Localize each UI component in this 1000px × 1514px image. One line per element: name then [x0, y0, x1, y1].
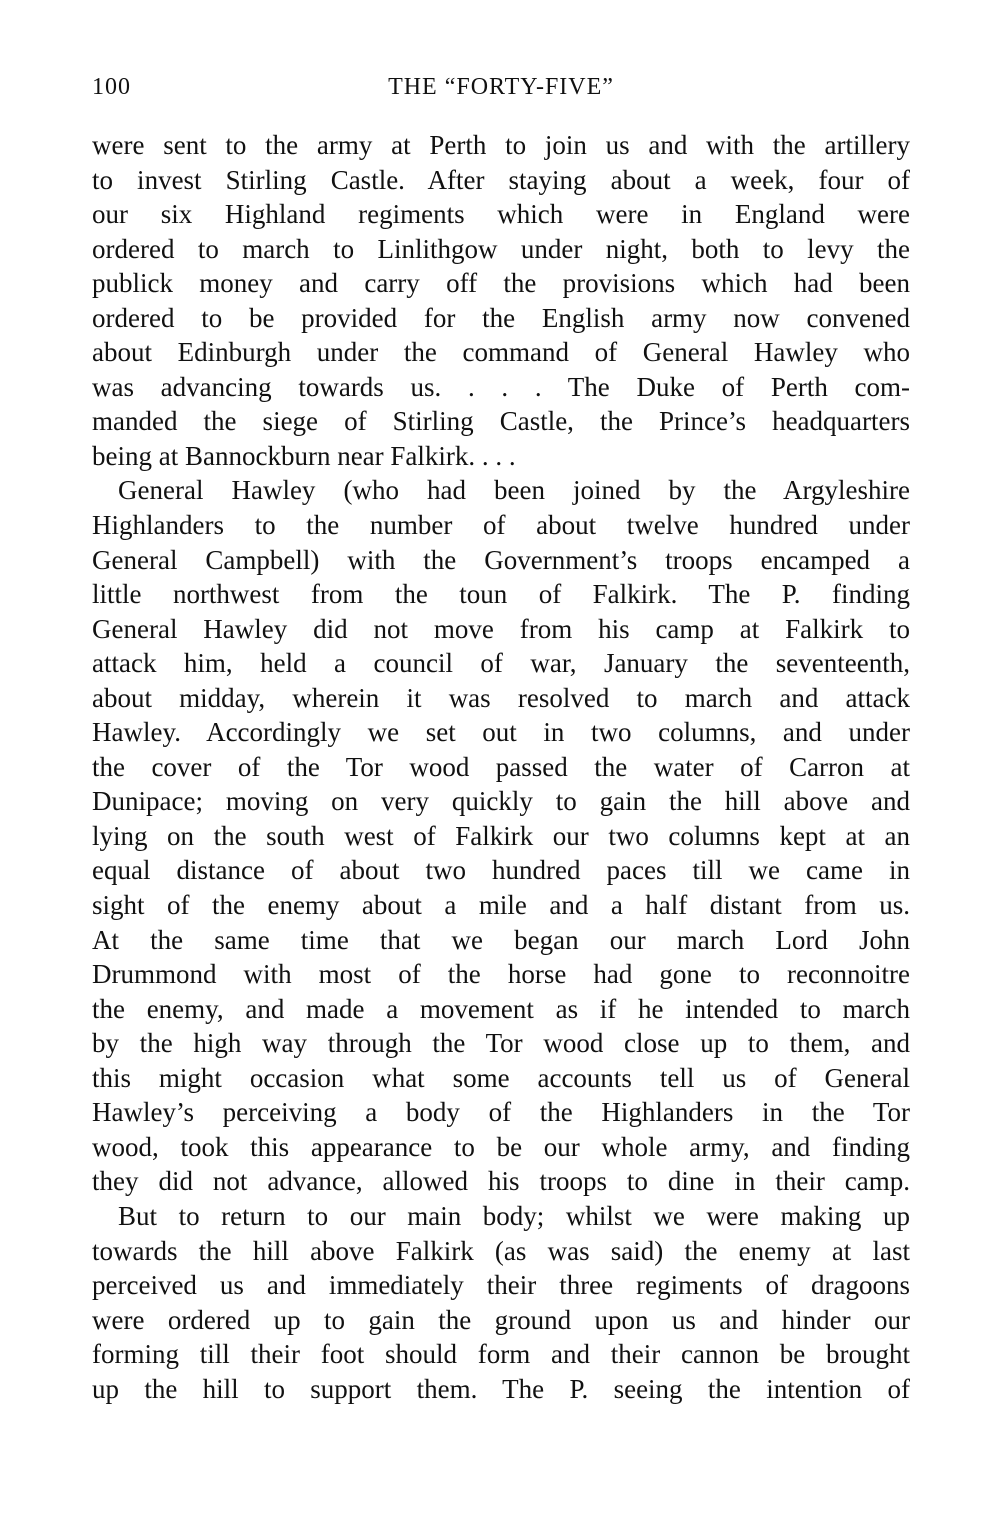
text-line: they did not advance, allowed his troops to dine in their camp. — [92, 1166, 910, 1197]
text-line: little northwest from the toun of Falkirk. The P. finding — [92, 579, 910, 610]
running-title: THE “FORTY-FIVE” — [388, 74, 614, 100]
text-line: was advancing towards us. . . . The Duke of Perth com- — [92, 371, 910, 402]
text-line: being at Bannockburn near Falkirk. . . . — [92, 440, 516, 471]
text-line: Hawley’s perceiving a body of the Highlanders in the Tor — [92, 1097, 910, 1128]
text-line: Hawley. Accordingly we set out in two columns, and under — [92, 717, 910, 748]
text-line: General Hawley (who had been joined by the Argyleshire — [118, 475, 910, 506]
text-line: up the hill to support them. The P. seeing the intention of — [92, 1373, 910, 1404]
text-line: by the high way through the Tor wood close up to them, and — [92, 1028, 910, 1059]
text-line: manded the siege of Stirling Castle, the Prince’s headquarters — [92, 406, 910, 437]
text-line: the enemy, and made a movement as if he intended to march — [92, 993, 910, 1024]
text-line: forming till their foot should form and their cannon be brought — [92, 1339, 910, 1370]
text-line: attack him, held a council of war, January the seventeenth, — [92, 648, 910, 679]
text-line: publick money and carry off the provisions which had been — [92, 268, 910, 299]
text-line: about Edinburgh under the command of General Hawley who — [92, 337, 910, 368]
page-number: 100 — [92, 74, 131, 100]
text-line: Highlanders to the number of about twelve hundred under — [92, 510, 910, 541]
text-line: ordered to march to Linlithgow under night, both to levy the — [92, 233, 910, 264]
text-line: wood, took this appearance to be our whole army, and finding — [92, 1131, 910, 1162]
text-line: our six Highland regiments which were in England were — [92, 199, 910, 230]
text-line: But to return to our main body; whilst we were making up — [118, 1200, 910, 1231]
text-line: this might occasion what some accounts tell us of General — [92, 1062, 910, 1093]
text-line: At the same time that we began our march Lord John — [92, 924, 910, 955]
text-line: to invest Stirling Castle. After staying about a week, four of — [92, 164, 910, 195]
text-line: perceived us and immediately their three regiments of dragoons — [92, 1270, 910, 1301]
text-line: about midday, wherein it was resolved to march and attack — [92, 682, 910, 713]
text-line: the cover of the Tor wood passed the water of Carron at — [92, 751, 910, 782]
text-line: were ordered up to gain the ground upon us and hinder our — [92, 1304, 910, 1335]
text-line: Dunipace; moving on very quickly to gain the hill above and — [92, 786, 910, 817]
text-line: were sent to the army at Perth to join us and with the artillery — [92, 130, 910, 160]
text-line: equal distance of about two hundred paces till we came in — [92, 855, 910, 886]
text-line: sight of the enemy about a mile and a half distant from us. — [92, 890, 910, 921]
text-line: Drummond with most of the horse had gone to reconnoitre — [92, 959, 910, 990]
running-header — [92, 74, 910, 108]
text-line: General Hawley did not move from his camp at Falkirk to — [92, 613, 910, 644]
text-line: lying on the south west of Falkirk our two columns kept at an — [92, 820, 910, 851]
page-body-text — [92, 128, 910, 1406]
text-line: ordered to be provided for the English army now convened — [92, 302, 910, 333]
text-line: General Campbell) with the Government’s troops encamped a — [92, 544, 910, 575]
text-line: towards the hill above Falkirk (as was said) the enemy at last — [92, 1235, 910, 1266]
